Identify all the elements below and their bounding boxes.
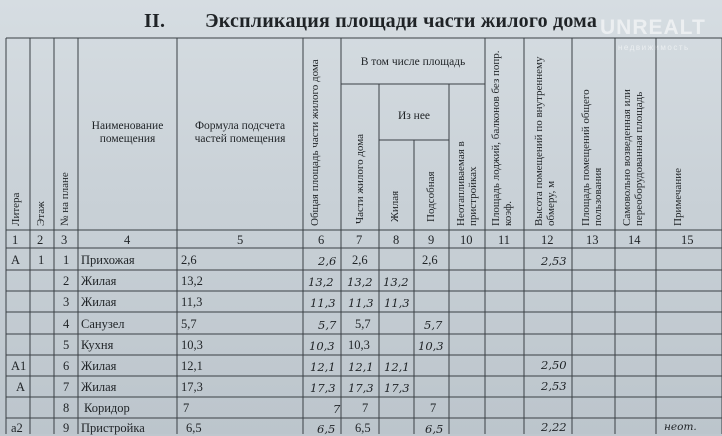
cell-parts: 12,1 xyxy=(348,360,374,374)
cell-height: 2,50 xyxy=(541,358,567,372)
watermark-subtitle: недвижимость xyxy=(618,43,690,52)
cell-name: Прихожая xyxy=(81,253,135,267)
cell-no: 4 xyxy=(63,317,70,331)
cell-formula: 2,6 xyxy=(181,253,197,267)
cell-height: 2,53 xyxy=(541,254,567,268)
cell-total: 5,7 xyxy=(318,318,337,332)
column-number: 2 xyxy=(37,233,44,247)
cell-no: 9 xyxy=(63,421,70,435)
cell-parts: 5,7 xyxy=(355,317,371,331)
header-room-name: Наименование помещения xyxy=(91,120,164,145)
cell-parts: 7 xyxy=(362,401,369,415)
cell-total: 10,3 xyxy=(309,339,335,353)
column-number: 12 xyxy=(541,233,554,247)
cell-aux: 10,3 xyxy=(418,339,444,353)
cell-no: 5 xyxy=(63,338,70,352)
watermark-logo: UNREALT xyxy=(600,16,706,39)
cell-aux: 2,6 xyxy=(422,253,438,267)
header-litera: Литера xyxy=(10,192,22,226)
column-number: 4 xyxy=(124,233,131,247)
cell-name: Жилая xyxy=(81,295,117,309)
cell-total: 11,3 xyxy=(310,296,336,310)
cell-no: 7 xyxy=(63,380,70,394)
cell-total: 7 xyxy=(333,402,341,416)
cell-no: 8 xyxy=(63,401,70,415)
cell-formula: 11,3 xyxy=(181,295,203,309)
column-number: 14 xyxy=(628,233,641,247)
cell-parts: 13,2 xyxy=(347,275,373,289)
cell-litera: А xyxy=(11,253,21,267)
cell-parts: 11,3 xyxy=(348,296,374,310)
cell-aux: 6,5 xyxy=(425,422,444,436)
header-floor: Этаж xyxy=(35,201,47,226)
cell-formula: 7 xyxy=(183,401,190,415)
header-loggia: Площадь лоджий, балконов без попр. коэф. xyxy=(490,50,514,226)
cell-name: Кухня xyxy=(81,338,114,352)
cell-litera: А1 xyxy=(11,359,27,373)
cell-floor: 1 xyxy=(38,253,45,267)
cell-formula: 17,3 xyxy=(181,380,203,394)
cell-name: Жилая xyxy=(81,380,117,394)
cell-note: неот. xyxy=(664,421,697,433)
header-unauthorized: Самовольно возведенная или переоборудованная площадь xyxy=(621,89,645,226)
cell-name: Жилая xyxy=(81,274,117,288)
cell-no: 3 xyxy=(63,295,70,309)
column-number: 6 xyxy=(318,233,325,247)
cell-parts: 2,6 xyxy=(352,253,368,267)
header-formula: Формула подсчета частей помещения xyxy=(194,120,286,145)
cell-total: 12,1 xyxy=(310,360,336,374)
cell-living: 13,2 xyxy=(383,275,409,289)
cell-height: 2,53 xyxy=(541,379,567,393)
cell-name: Пристройка xyxy=(81,421,145,435)
cell-aux: 5,7 xyxy=(424,318,443,332)
cell-parts: 6,5 xyxy=(355,421,371,435)
cell-formula: 13,2 xyxy=(181,274,203,288)
cell-name: Коридор xyxy=(84,401,130,415)
cell-litera: А xyxy=(16,380,26,394)
header-of-them: Из нее xyxy=(397,110,431,122)
cell-formula: 6,5 xyxy=(186,421,202,435)
column-number: 1 xyxy=(12,233,19,247)
cell-total: 13,2 xyxy=(308,275,334,289)
cell-litera: а2 xyxy=(11,421,23,435)
section-heading: Экспликация площади части жилого дома xyxy=(205,10,598,32)
cell-aux: 7 xyxy=(430,401,437,415)
header-plan-no: № на плане xyxy=(59,172,71,226)
cell-parts: 17,3 xyxy=(348,381,374,395)
cell-height: 2,22 xyxy=(541,420,567,434)
cell-formula: 5,7 xyxy=(181,317,197,331)
cell-no: 6 xyxy=(63,359,70,373)
header-incl-area: В том числе площадь xyxy=(360,56,466,68)
cell-total: 2,6 xyxy=(318,254,337,268)
column-number: 11 xyxy=(498,233,511,247)
section-number: II. xyxy=(144,10,166,32)
header-total-area: Общая площадь части жилого дома xyxy=(309,59,321,226)
cell-living: 17,3 xyxy=(384,381,410,395)
header-common-use: Площадь помещений общего пользования xyxy=(580,89,604,226)
cell-no: 1 xyxy=(63,253,70,267)
cell-total: 17,3 xyxy=(310,381,336,395)
cell-living: 11,3 xyxy=(384,296,410,310)
column-number: 13 xyxy=(586,233,599,247)
header-height: Высота помещений по внутреннему обмеру, м xyxy=(533,56,557,226)
column-number: 3 xyxy=(61,233,68,247)
cell-formula: 10,3 xyxy=(181,338,203,352)
header-living: Жилая xyxy=(389,190,401,222)
header-auxiliary: Подсобная xyxy=(425,171,437,222)
column-number: 10 xyxy=(460,233,473,247)
column-number: 8 xyxy=(393,233,400,247)
cell-formula: 12,1 xyxy=(181,359,203,373)
cell-name: Жилая xyxy=(81,359,117,373)
cell-living: 12,1 xyxy=(384,360,410,374)
column-number: 15 xyxy=(681,233,694,247)
cell-parts: 10,3 xyxy=(348,338,370,352)
cell-name: Санузел xyxy=(81,317,125,331)
cell-total: 6,5 xyxy=(317,422,336,436)
column-number: 5 xyxy=(237,233,244,247)
header-unheated: Неотапливаемая в пристройках xyxy=(455,141,479,226)
column-number: 7 xyxy=(356,233,363,247)
header-note: Примечание xyxy=(672,168,684,226)
column-number: 9 xyxy=(428,233,435,247)
cell-no: 2 xyxy=(63,274,70,288)
header-house-parts: Части жилого дома xyxy=(354,134,366,224)
